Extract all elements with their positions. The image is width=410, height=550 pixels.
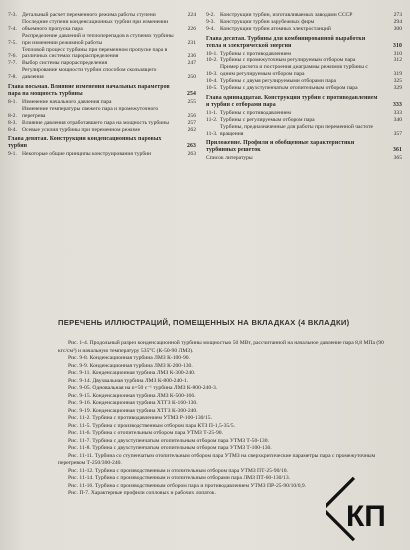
illustration-item: Рис. 9-19. Конденсационная турбина ХТГЗ К-300-240. [68,407,198,414]
toc-entry-title: Влияние давления отработавшего пара на мощность турбины [22,119,169,126]
toc-entry-title: Распределение давлений и теплоперепадов в ступенях турбины при изменении режимной работы [22,32,174,46]
toc-page-number: 256 [187,112,196,119]
toc-entry [8,151,196,158]
toc-section-number: 8-4. [8,126,17,133]
toc-page-number: 310 [393,42,402,49]
toc-entry-title: Осевые усилия турбины при переменном режиме [22,126,141,133]
logo-text: КП [346,500,386,533]
toc-section-number: 7-7. [8,60,17,67]
toc-page-number: 262 [187,126,196,133]
toc-chapter [206,95,402,109]
toc-section-number: 7-6. [8,53,17,60]
toc-entry [206,26,402,33]
toc-page-number: 361 [393,147,402,154]
toc-page-number: 333 [393,109,402,116]
toc-left-column [8,12,196,158]
toc-entry-title: Тепловой процесс турбины при переменном пропуске пара в различных системах парораспределения [22,46,168,60]
illustrations-heading: ПЕРЕЧЕНЬ ИЛЛЮСТРАЦИЙ, ПОМЕЩЕННЫХ НА ВКЛАДКАХ (4 ВКЛАДКИ) [58,318,350,327]
toc-entry-title: Конструкции турбин, изготавливаемых заводами СССР [220,12,353,18]
illustration-item: Рис. 9-15. Конденсационная турбина ЛМЗ К-500-166. [68,392,196,399]
illustration-item: Рис. 11-7. Турбина с двухступенчатым отопительным отбором пара УТМЗ Т-50-130. [68,437,269,444]
toc-entry [8,33,196,47]
toc-section-number: 9-4. [206,25,215,32]
toc-entry [8,99,196,106]
toc-section-number: 8-3. [8,119,17,126]
toc-section-number: 11-1. [206,109,218,116]
toc-chapter [8,84,196,98]
toc-page-number: 250 [187,74,196,81]
toc-page-number: 310 [393,50,402,57]
toc-entry [8,120,196,127]
toc-chapter-title: Приложение. Профили и обобщенные характеристики турбинных решеток [206,140,355,154]
kp-logo-icon [326,476,402,544]
toc-entry-title: Турбины с промежуточным регулируемым отбором пара [220,57,356,64]
toc-page-number: 357 [393,130,402,137]
toc-chapter [206,140,402,154]
toc-chapter-title: Глава восьмая. Влияние изменения начальных параметров пара на мощность турбины [8,84,170,97]
toc-chapter [8,136,196,150]
toc-page-number: 263 [187,143,196,150]
toc-section-number: 11-3. [206,130,218,137]
toc-entry [206,117,402,124]
toc-page-number: 226 [187,25,196,32]
illustration-item: Рис. 11-6. Турбина с отопительным отбором пара УТМЗ Т-25-90. [68,430,223,436]
toc-chapter-title: Глава девятая. Конструкции конденсационных паровых турбин [8,136,162,150]
toc-section-number: 9-1. [8,151,17,158]
toc-page-number: 325 [393,78,402,85]
toc-page-number: 312 [393,57,402,64]
toc-entry-title: Последние ступени конденсационных турбин при изменении объемного пропуска пара [22,18,169,32]
toc-entry-title: Турбины с двухступенчатым отопительным отбором пара [220,85,358,92]
toc-entry [8,106,196,120]
toc-entry [206,85,402,92]
toc-page-number: 231 [187,39,196,46]
toc-entry [206,110,402,117]
toc-section-number: 10-1. [206,50,218,57]
toc-chapter [206,36,402,50]
toc-section-number: 7-3. [8,12,17,18]
toc-entry-title: Выбор системы парораспределения [22,60,108,67]
toc-entry-title: Турбины с регулируемым отбором пара [220,116,315,123]
toc-page-number: 254 [187,90,196,97]
toc-page-number: 273 [393,12,402,18]
toc-entry [206,124,402,138]
illustration-item: Рис. 11-11. Турбина со ступенчатым отопительным отбором пара УТМЗ на сверхкритические параметры пара с промежуточным перегревом Т-250/300-240. [58,452,376,466]
toc-section-number: 9-3. [206,18,215,25]
illustration-item: Рис. 11-16. Турбина с производственным отбором пара и противодавлением УТМЗ ПР-25-90/10/0,9. [68,482,307,489]
toc-entry-title: Конструкции турбин зарубежных фирм [220,18,315,25]
toc-entry-title: Турбины с двумя регулируемыми отборами пара [220,78,336,85]
toc-entry [206,12,402,19]
illustration-item: Рис. 9-16. Конденсационная турбина ХТГЗ К-160-130. [68,400,198,406]
toc-section-number: 10-3. [206,71,218,78]
toc-entry-title: Изменение начального давления пара [22,98,112,105]
toc-entry-title: Некоторые общие принципы конструирования турбин [22,151,152,158]
toc-entry-title: Список литературы [206,155,253,162]
toc-entry [8,47,196,61]
illustration-item: Рис. 9-8. Конденсационная турбина ЛМЗ К-100-90. [68,355,190,361]
toc-page-number: 319 [393,71,402,78]
illustration-item: Рис. П-7. Характерные профили сопловых и рабочих лопаток. [68,490,216,496]
toc-entry [206,64,402,78]
toc-page-number: 329 [393,85,402,92]
toc-right-column [206,12,402,162]
toc-entry [8,67,196,81]
toc-page-number: 257 [187,119,196,126]
toc-chapter-title: Глава одиннадцатая. Конструкции турбин с противодавлением и турбин с отборами пара [206,94,378,108]
toc-page-number: 224 [187,12,196,18]
toc-entry-title: Пример расчета и построения диаграммы режимов турбины с одним регулируемым отбором пара [220,64,368,78]
toc-page-number: 333 [393,101,402,108]
illustration-item: Рис. 11-2. Турбина с противодавлением УТМЗ Р-100-130/15. [68,415,212,421]
toc-page-number: 340 [393,116,402,123]
toc-page-number: 236 [187,53,196,60]
toc-entry-title: Изменение температуры свежего пара и промежуточного перегрева [22,105,159,119]
illustration-item: Рис. 9-11. Конденсационная турбина ЛМЗ К-300-240. [68,370,196,376]
toc-section-number: 7-4. [8,25,17,32]
toc-page-number: 263 [187,151,196,158]
toc-section-number: 7-5. [8,39,17,46]
illustration-item: Рис. 1-4. Продольный разрез конденсационной турбины мощностью 50 МВт, рассчитанной на начальное давление пара 8,8 МПа (90 кгс/см²) и начальную температуру 535°С (К-50-90 ЛМЗ). [58,340,384,354]
illustration-item: Рис. 9-9. Конденсационная турбина ЛМЗ К-200-130. [68,362,193,369]
toc-page-number: 300 [393,25,402,32]
toc-section-number: 10-5. [206,85,218,92]
toc-entry [206,155,402,162]
toc-page-number: 365 [393,155,402,162]
toc-section-number: 8-1. [8,98,17,105]
illustrations-list [58,340,384,498]
toc-section-number: 7-8. [8,74,17,81]
toc-entry-title: Детальный расчет переменного режима работы ступени [22,12,156,18]
toc-entry-title: Регулирование мощности турбин способом скользящего давления [22,67,157,81]
toc-section-number: 11-2. [206,116,218,123]
illustration-item: Рис. 11-5. Турбина с производственным отбором пара КТЗ П-1,5-35/5. [68,422,235,429]
toc-entry [206,19,402,26]
toc-page-number: 294 [393,18,402,25]
toc-chapter-title: Глава десятая. Турбины для комбинированной выработки тепла и электрической энергии [206,35,366,49]
toc-section-number: 10-2. [206,57,218,64]
toc-section-number: 9-2. [206,12,215,18]
illustration-item: Рис. 9-05. Одновальная на n=50 с⁻¹ турбина ЛМЗ К-800-240-3. [68,385,218,391]
illustration-item: Рис. 11-8. Турбина с двухступенчатым отопительным отбором пара УТМЗ Т-100-130. [68,445,272,451]
illustration-item: Рис. 11-12. Турбина с производственным и отопительным отбором пара УТМЗ ПТ-25-90/10. [68,467,288,474]
toc-entry-title: Турбины, предназначенные для работы при переменной частоте вращения [220,123,374,137]
toc-page-number: 247 [187,60,196,67]
toc-entry [8,12,196,19]
toc-page-number: 255 [187,98,196,105]
toc-entry [8,127,196,134]
toc-section-number: 10-4. [206,78,218,85]
toc-entry-title: Турбины с противодавлением [220,50,291,57]
illustration-item: Рис. 9-14. Двухвальная турбина ЛМЗ К-800-240-1. [68,377,189,384]
toc-entry-title: Турбины с противодавлением [220,109,291,116]
toc-entry [8,19,196,33]
toc-entry-title: Конструкции турбин атомных электростанций [220,25,331,32]
illustration-item: Рис. 11-14. Турбина с производственным и отопительным отборами пара ЛМЗ ПТ-60-130/13. [68,475,291,481]
toc-section-number: 8-2. [8,112,17,119]
